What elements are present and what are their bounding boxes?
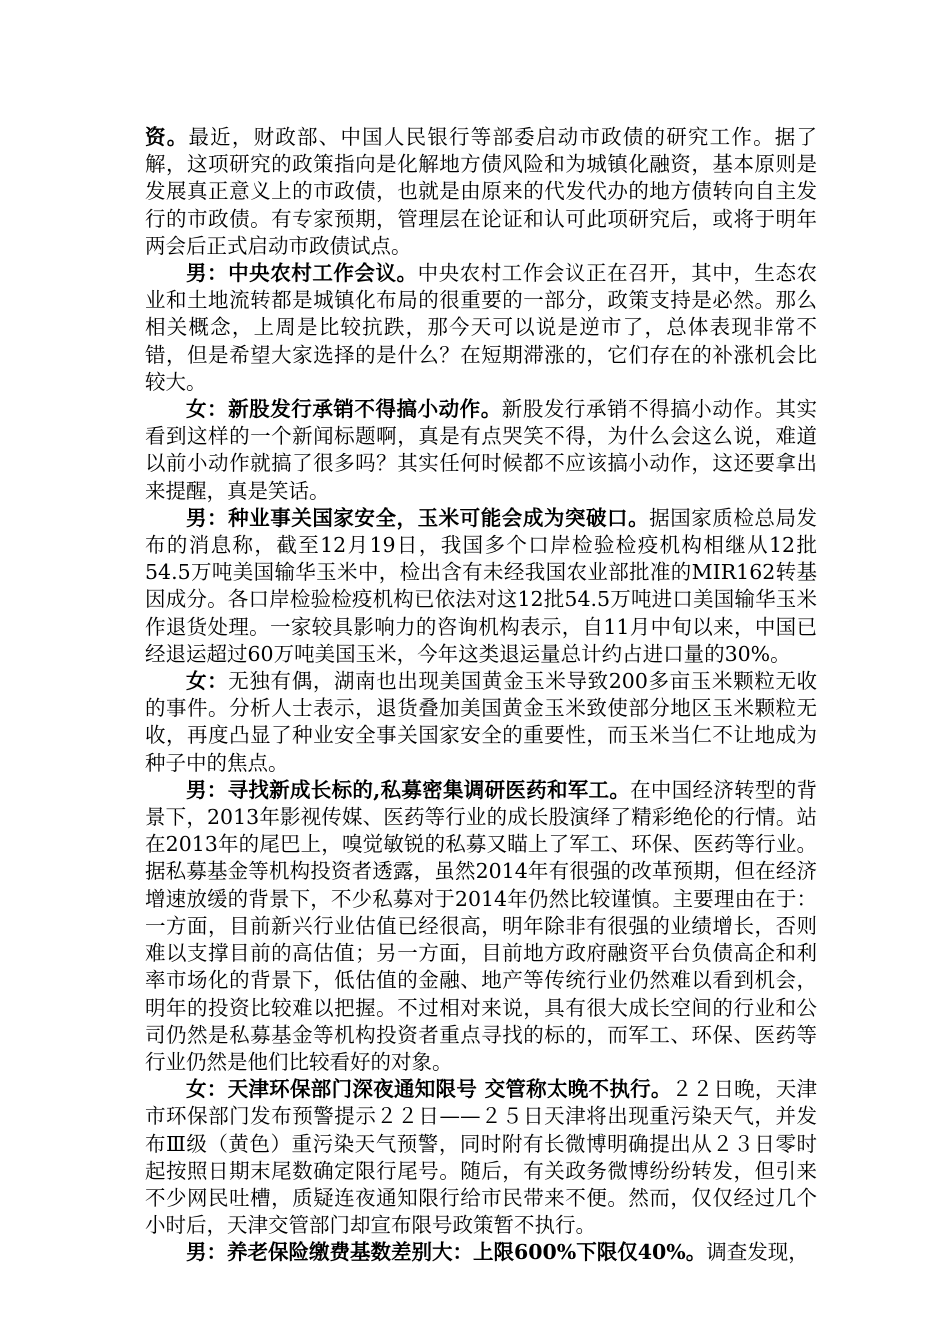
- paragraph-body: 在中国经济转型的背景下，2013年影视传媒、医药等行业的成长股演绎了精彩绝伦的行情。站在2013年的尾巴上，嗅觉敏锐的私募又瞄上了军工、环保、医药等行业。据私募基金等机构投资者透露，虽然2014年有很强的改革预期，但在经济增速放缓的背景下，不少私募对于2014年仍然比较谨慎。主要理由在于：一方面，目前新兴行业估值已经很高，明年除非有很强的业绩增长，否则难以支撑目前的高估值；另一方面，目前地方政府融资平台负债高企和利率市场化的背景下，低估值的金融、地产等传统行业仍然难以看到机会，明年的投资比较难以把握。不过相对来说，具有很大成长空间的行业和公司仍然是私募基金等机构投资者重点寻找的标的，而军工、环保、医药等行业仍然是他们比较看好的对象。: [145, 777, 818, 1074]
- speaker-label: 男：: [186, 261, 229, 286]
- speaker-label: 男：: [186, 1240, 227, 1265]
- paragraph-muni-bond: [145, 124, 817, 260]
- paragraph-body: 无独有偶，湖南也出现美国黄金玉米导致200多亩玉米颗粒无收的事件。分析人士表示，退货叠加美国黄金玉米致使部分地区玉米颗粒无收，再度凸显了种业安全事关国家安全的重要性，而玉米当仁不让地成为种子中的焦点。: [145, 669, 817, 775]
- speaker-label: 男：: [186, 505, 229, 530]
- paragraph-headline: 养老保险缴费基数差别大：上限600%下限仅40%。: [227, 1240, 707, 1265]
- paragraph-headline: 种业事关国家安全，玉米可能会成为突破口。: [228, 505, 650, 530]
- paragraph-headline: 资。: [145, 125, 189, 149]
- paragraph-hunan-corn: [145, 668, 817, 777]
- paragraph-body: ２２日晚，天津市环保部门发布预警提示２２日——２５日天津将出现重污染天气，并发布Ⅲ级（黄色）重污染天气预警，同时附有长微博明确提出从２３日零时起按照日期末尾数确定限行尾号。随后，有关政务微博纷纷转发，但引来不少网民吐槽，质疑连夜通知限行给市民带来不便。然而，仅仅经过几个小时后，天津交管部门却宣布限号政策暂不执行。: [145, 1077, 818, 1238]
- paragraph-seed-security-corn: [145, 505, 817, 668]
- paragraph-body: 新股发行承销不得搞小动作。其实看到这样的一个新闻标题啊，真是有点哭笑不得，为什么会这么说，难道以前小动作就搞了很多吗？其实任何时候都不应该搞小动作，这还要拿出来提醒，真是笑话。: [145, 397, 818, 503]
- paragraph-ipo-underwriting: [145, 396, 817, 505]
- paragraph-headline: 中央农村工作会议。: [228, 261, 418, 286]
- paragraph-body: 中央农村工作会议正在召开，其中，生态农业和土地流转都是城镇化布局的很重要的一部分，政策支持是必然。那么相关概念，上周是比较抗跌，那今天可以说是逆市了，总体表现非常不错，但是希望大家选择的是什么？在短期滞涨的，它们存在的补涨机会比较大。: [145, 261, 818, 394]
- paragraph-headline: 寻找新成长标的,私募密集调研医药和军工。: [227, 777, 631, 802]
- paragraph-body: 据国家质检总局发布的消息称，截至12月19日，我国多个口岸检验检疫机构相继从12批54.5万吨美国输华玉米中，检出含有未经我国农业部批准的MIR162转基因成分。各口岸检验检疫机构已依法对这12批54.5万吨进口美国输华玉米作退货处理。一家较具影响力的咨询机构表示，自11月中旬以来，中国已经退运超过60万吨美国玉米，今年这类退运量总计约占进口量的30%。: [145, 505, 818, 666]
- paragraph-headline: 天津环保部门深夜通知限号 交管称太晚不执行。: [227, 1077, 672, 1102]
- paragraph-headline: 新股发行承销不得搞小动作。: [228, 397, 502, 422]
- paragraph-body: 调查发现，: [706, 1240, 809, 1265]
- speaker-label: 男：: [186, 777, 228, 802]
- paragraph-private-equity-research: [145, 777, 817, 1076]
- speaker-label: 女：: [186, 397, 229, 422]
- paragraph-tianjin-traffic-limit: [145, 1076, 817, 1239]
- speaker-label: 女：: [186, 1077, 228, 1102]
- paragraph-rural-work-conference: [145, 260, 817, 396]
- speaker-label: 女：: [186, 669, 229, 694]
- paragraph-body: 最近，财政部、中国人民银行等部委启动市政债的研究工作。据了解，这项研究的政策指向是化解地方债风险和为城镇化融资，基本原则是发展真正意义上的市政债，也就是由原来的代发代办的地方债转向自主发行的市政债。有专家预期，管理层在论证和认可此项研究后，或将于明年两会后正式启动市政债试点。: [145, 125, 818, 258]
- document-page: [145, 124, 817, 1267]
- paragraph-pension-contribution: [145, 1239, 817, 1266]
